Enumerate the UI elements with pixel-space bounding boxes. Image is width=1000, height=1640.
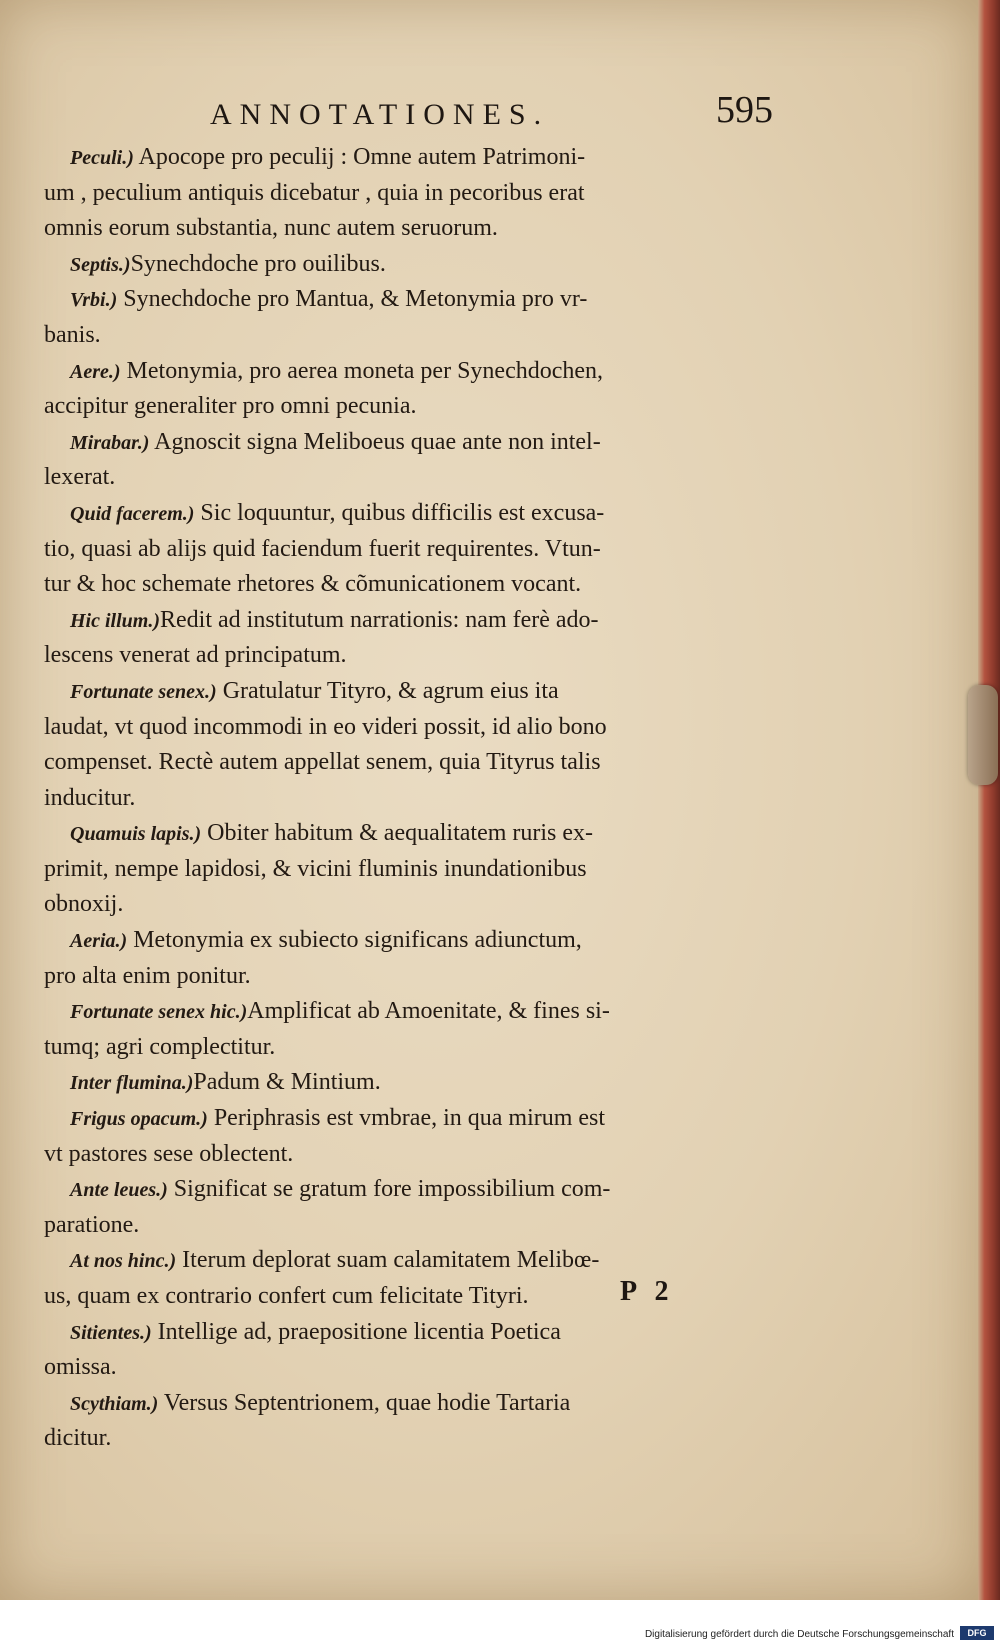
line-text: lexerat.: [44, 464, 116, 491]
line-text: Synechdoche pro ouilibus.: [130, 250, 386, 277]
text-line: [44, 1279, 792, 1315]
line-text: Apocope pro peculij : Omne autem Patrimoni-: [133, 144, 586, 170]
text-line: [44, 389, 792, 425]
page-number: 595: [716, 89, 773, 131]
lemma: Quid facerem.): [70, 502, 195, 525]
line-text: accipitur generaliter pro omni pecunia.: [44, 393, 417, 420]
lemma: Aeria.): [70, 930, 128, 953]
text-line: [44, 781, 792, 817]
line-text: Metonymia, pro aerea moneta per Synechdochen,: [120, 357, 604, 384]
lemma: Sitientes.): [70, 1321, 152, 1344]
line-text: Padum & Mintium.: [193, 1069, 381, 1096]
line-text: omissa.: [44, 1354, 117, 1381]
line-text: inducitur.: [44, 784, 136, 811]
red-fore-edge: [978, 0, 1000, 1600]
text-line: [44, 1030, 792, 1066]
lemma: Frigus opacum.): [70, 1108, 208, 1131]
lemma: Fortunate senex hic.): [70, 1001, 248, 1024]
line-text: Intellige ad, praepositione licentia Poetica: [151, 1318, 561, 1345]
text-line: [44, 1172, 792, 1208]
lemma: Scythiam.): [70, 1392, 159, 1415]
lemma: Mirabar.): [70, 431, 150, 454]
text-line: [44, 745, 792, 781]
line-text: tio, quasi ab alijs quid faciendum fuerit requirentes. Vtun-: [44, 535, 601, 562]
text-line: [44, 1065, 792, 1101]
annotation-text-block: [44, 140, 792, 1457]
lemma: Quamuis lapis.): [70, 823, 202, 846]
text-line: [44, 923, 792, 959]
text-line: [44, 887, 792, 923]
line-text: dicitur.: [44, 1425, 112, 1452]
line-text: Metonymia ex subiecto significans adiunctum,: [127, 927, 582, 954]
text-line: [44, 710, 792, 746]
line-text: us, quam ex contrario confert cum felicitate Tityri.: [44, 1283, 529, 1309]
lemma: Inter flumina.): [70, 1072, 194, 1095]
line-text: obnoxij.: [44, 891, 124, 918]
line-text: Significat se gratum fore impossibilium com-: [167, 1176, 611, 1203]
text-line: [44, 532, 792, 568]
line-text: paratione.: [44, 1211, 140, 1238]
text-line: [44, 460, 792, 496]
text-line: [44, 247, 792, 283]
text-line: [44, 1315, 792, 1351]
line-text: Obiter habitum & aequalitatem ruris ex-: [201, 820, 594, 847]
lemma: Ante leues.): [70, 1179, 168, 1202]
text-line: [44, 1350, 792, 1386]
lemma: Peculi.): [70, 147, 134, 169]
line-text: Synechdoche pro Mantua, & Metonymia pro vr-: [117, 286, 588, 313]
digitization-credit: Digitalisierung gefördert durch die Deutsche Forschungsgemeinschaft: [644, 1629, 954, 1640]
dfg-logo-icon: DFG: [960, 1626, 994, 1640]
line-text: Redit ad institutum narrationis: nam ferè ado-: [160, 606, 599, 633]
text-line: [44, 603, 792, 639]
text-line: [44, 1208, 792, 1244]
text-line: [44, 674, 792, 710]
line-text: um , peculium antiquis dicebatur , quia in pecoribus erat: [44, 179, 585, 206]
text-line: [44, 959, 792, 995]
lemma: Hic illum.): [70, 609, 160, 632]
text-line: [44, 1101, 792, 1137]
line-text: Periphrasis est vmbrae, in qua mirum est: [207, 1105, 606, 1132]
running-head: ANNOTATIONES.: [210, 98, 550, 131]
line-text: laudat, vt quod incommodi in eo videri possit, id alio bono: [44, 713, 607, 740]
clasp-icon: [968, 685, 998, 785]
text-line: [44, 496, 792, 532]
text-line: [44, 211, 792, 247]
line-text: banis.: [44, 321, 101, 348]
text-line: [44, 1243, 792, 1279]
lemma: Fortunate senex.): [70, 680, 217, 703]
text-line: [44, 638, 792, 674]
line-text: Agnoscit signa Meliboeus quae ante non intel-: [149, 428, 601, 455]
text-line: [44, 852, 792, 888]
line-text: vt pastores sese oblectent.: [44, 1140, 294, 1167]
text-line: [44, 425, 792, 461]
text-line: [44, 816, 792, 852]
text-line: [44, 354, 792, 390]
text-line: [44, 140, 792, 176]
lemma: At nos hinc.): [70, 1250, 177, 1273]
lemma: Septis.): [70, 253, 131, 276]
line-text: compenset. Rectè autem appellat senem, quia Tityrus talis: [44, 749, 601, 776]
line-text: omnis eorum substantia, nunc autem seruorum.: [44, 215, 498, 242]
text-line: [44, 282, 792, 318]
text-line: [44, 318, 792, 354]
line-text: lescens venerat ad principatum.: [44, 642, 347, 669]
line-text: pro alta enim ponitur.: [44, 962, 251, 989]
text-line: [44, 176, 792, 212]
lemma: Aere.): [70, 360, 121, 383]
text-line: [44, 1137, 792, 1173]
line-text: Iterum deplorat suam calamitatem Melibœ-: [176, 1247, 600, 1274]
text-line: [44, 994, 792, 1030]
line-text: primit, nempe lapidosi, & vicini fluminis inundationibus: [44, 855, 587, 882]
text-line: [44, 1421, 792, 1457]
line-text: Gratulatur Tityro, & agrum eius ita: [216, 677, 559, 704]
line-text: Sic loquuntur, quibus difficilis est excusa-: [194, 499, 605, 526]
line-text: Amplificat ab Amoenitate, & fines si-: [247, 998, 610, 1025]
line-text: Versus Septentrionem, quae hodie Tartaria: [158, 1389, 571, 1416]
text-line: [44, 1386, 792, 1422]
line-text: tur & hoc schemate rhetores & cõmunicationem vocant.: [44, 571, 582, 598]
lemma: Vrbi.): [70, 289, 118, 312]
signature-mark: P 2: [620, 1276, 675, 1307]
text-line: [44, 567, 792, 603]
line-text: tumq; agri complectitur.: [44, 1033, 276, 1060]
